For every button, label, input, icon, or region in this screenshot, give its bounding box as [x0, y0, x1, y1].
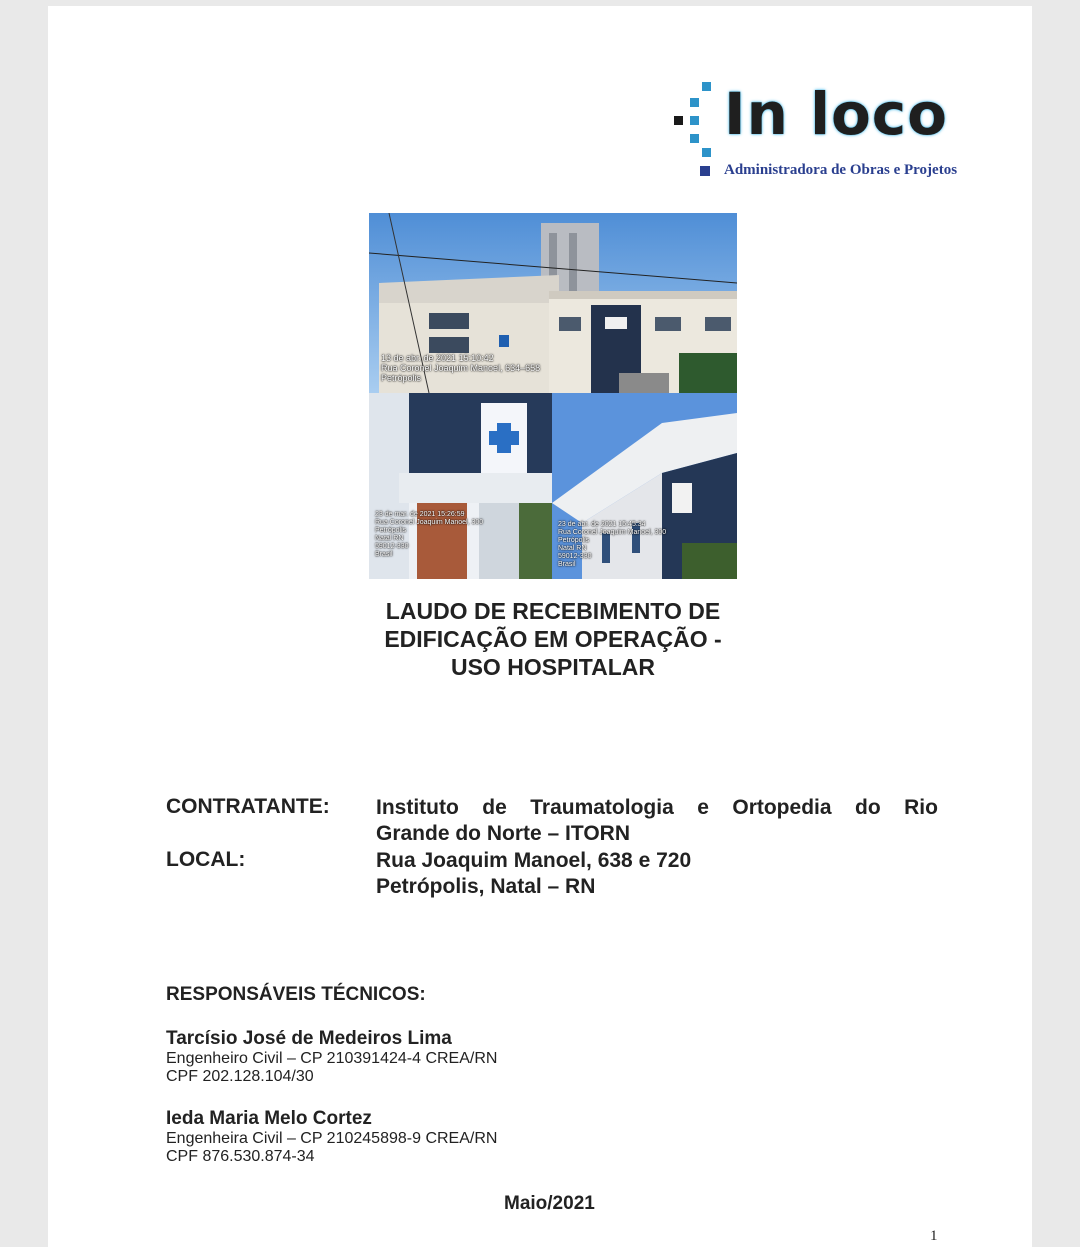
document-title	[328, 597, 778, 681]
logo-square	[674, 116, 683, 125]
responsavel-cpf: CPF 876.530.874-34	[166, 1148, 315, 1165]
title-line-3: USO HOSPITALAR	[450, 654, 656, 680]
local-line-1: Rua Joaquim Manoel, 638 e 720	[376, 849, 692, 872]
building-photo-collage	[369, 213, 737, 579]
local-value	[376, 848, 691, 900]
document-date: Maio/2021	[504, 1193, 595, 1214]
page-number: 1	[930, 1228, 938, 1244]
building-photo-facade	[369, 213, 737, 393]
responsavel-role: Engenheira Civil – CP 210245898-9 CREA/RN	[166, 1130, 498, 1147]
local-line-2: Petrópolis, Natal – RN	[376, 875, 596, 898]
local-label: LOCAL:	[166, 848, 246, 871]
logo-square	[690, 116, 699, 125]
contratante-label: CONTRATANTE:	[166, 795, 330, 818]
logo-bullet	[700, 166, 710, 176]
responsavel-2	[166, 1108, 497, 1166]
title-line-2: EDIFICAÇÃO EM OPERAÇÃO -	[384, 626, 722, 652]
document-page	[48, 6, 1032, 1247]
logo-square	[702, 82, 711, 91]
contratante-line-1: Instituto de Traumatologia e Ortopedia do Rio	[376, 796, 938, 819]
logo-square	[690, 134, 699, 143]
photo-timestamp: 23 de mar. de 2021 15:26:59 Rua Coronel Joaquim Manoel, 300 Petrópolis Natal RN 59012-330 Brasil	[375, 511, 484, 558]
building-photo-entrance	[369, 393, 552, 579]
building-photo-corner	[552, 393, 737, 579]
photo-timestamp: 23 de abr. de 2021 15:45:34 Rua Coronel Joaquim Manoel, 300 Petrópolis Natal RN 59012-330 Brasil	[558, 521, 667, 568]
title-line-1: LAUDO DE RECEBIMENTO DE	[385, 598, 721, 624]
responsavel-name: Ieda Maria Melo Cortez	[166, 1108, 372, 1129]
company-logo	[668, 76, 988, 186]
photo-timestamp: 13 de abr. de 2021 15:10:42 Rua Coronel Joaquim Manoel, 634–658 Petrópolis	[381, 353, 541, 383]
responsavel-cpf: CPF 202.128.104/30	[166, 1068, 314, 1085]
contratante-value	[376, 795, 938, 847]
logo-square	[702, 148, 711, 157]
responsaveis-heading: RESPONSÁVEIS TÉCNICOS:	[166, 984, 426, 1005]
responsavel-1	[166, 1028, 497, 1086]
responsavel-name: Tarcísio José de Medeiros Lima	[166, 1028, 452, 1049]
responsavel-role: Engenheiro Civil – CP 210391424-4 CREA/RN	[166, 1050, 498, 1067]
logo-square	[690, 98, 699, 107]
logo-tagline: Administradora de Obras e Projetos	[724, 162, 958, 178]
contratante-line-2: Grande do Norte – ITORN	[376, 822, 630, 845]
logo-wordmark: In loco	[724, 80, 949, 148]
